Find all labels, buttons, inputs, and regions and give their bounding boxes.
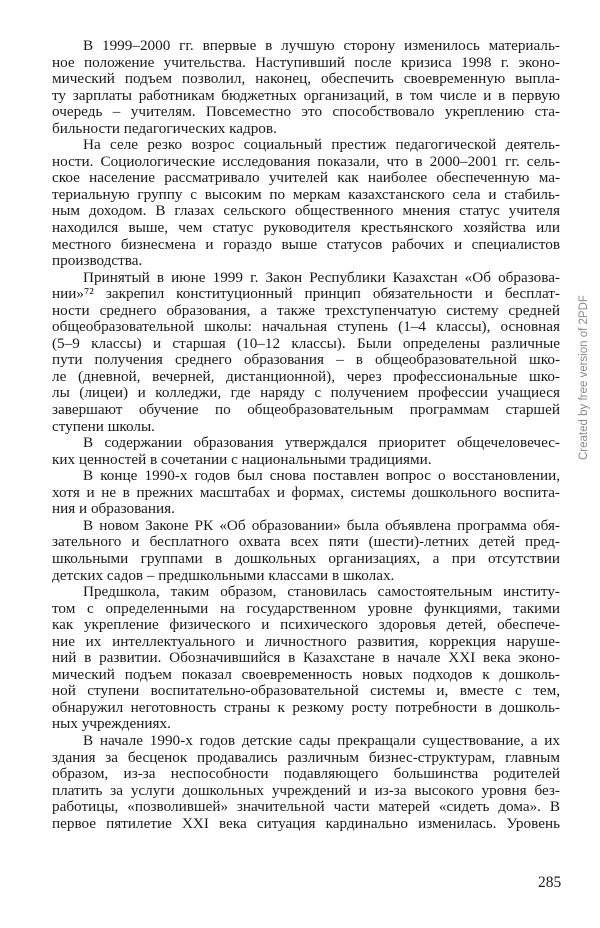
paragraph: [52, 584, 560, 733]
text-line: ных учреждениях.: [52, 715, 171, 733]
text-line: ности. Социологические исследования показали, что в 2000–2001 гг. сель-: [52, 152, 560, 170]
page-number: 285: [538, 874, 562, 891]
text-line: В содержании образования утверждался приоритет общечеловечес-: [83, 434, 560, 452]
text-line: лы (лицеи) и колледжи, где наряду с получением профессии учащиеся: [52, 384, 560, 402]
text-line: мический подъем показал своевременность новых подходов к дошколь-: [52, 665, 560, 683]
text-line: общеобразовательной школы: начальная ступень (1–4 классы), основная: [52, 318, 560, 336]
text-line: платить за услуги дошкольных учреждений и из-за высокого уровня без-: [52, 781, 560, 799]
text-line: детских садов – предшкольными классами в школах.: [52, 566, 395, 584]
text-line: ту зарплаты работникам бюджетных организаций, в том числе и в первую: [52, 86, 560, 104]
text-line: ское население рассматривало учителей как наиболее обеспеченную ма-: [52, 169, 560, 187]
text-line: хотя и не в прежних масштабах и формах, системы дошкольного воспита-: [52, 483, 560, 501]
watermark: Created by free version of 2PDF: [578, 295, 590, 460]
text-line: ное положение учительства. Наступивший после кризиса 1998 г. эконо-: [52, 53, 560, 71]
text-line: здания за бесценок продавались различным бизнес-структурам, главным: [52, 748, 560, 766]
text-line: находился выше, чем статус руководителя крестьянского хозяйства или: [52, 219, 560, 237]
text-line: На селе резко возрос социальный престиж педагогической деятель-: [83, 136, 560, 154]
paragraph: [52, 518, 560, 584]
text-line: ний в развитии. Обозначившийся в Казахстане в начале XXI века эконо-: [52, 649, 560, 667]
paragraph: [52, 435, 560, 468]
paragraph: [52, 733, 560, 832]
text-line: ле (дневной, вечерней, дистанционной), через профессиональные шко-: [52, 367, 560, 385]
text-line: ной ступени воспитательно-образовательной системы и, вместе с тем,: [52, 682, 560, 700]
text-line: первое пятилетие XXI века ситуация кардинально изменилась. Уровень: [52, 814, 560, 832]
text-line: образом, из-за неспособности подавляющего большинства родителей: [52, 765, 560, 783]
text-line: ным доходом. В глазах сельского общественного мнения статус учителя: [52, 202, 560, 220]
text-line: обнаружил неготовность страны к резкому росту потребности в дошколь-: [52, 698, 560, 716]
paragraph: [52, 468, 560, 518]
text-line: Предшкола, таким образом, становилась самостоятельным институ-: [83, 583, 560, 601]
text-line: нии»⁷² закрепил конституционный принцип обязательности и бесплат-: [52, 285, 560, 303]
text-line: как укрепление физического и психического здоровья детей, обеспече-: [52, 616, 560, 634]
paragraph: [52, 38, 560, 137]
paragraph: [52, 137, 560, 269]
text-line: зательного и бесплатного охвата всех пяти (шести)-летних детей пред-: [52, 533, 560, 551]
text-line: работицы, «позволившей» значительной части матерей «сидеть дома». В: [52, 798, 560, 816]
text-line: местного бизнесмена и гораздо выше статусов рабочих и специалистов: [52, 235, 560, 253]
text-line: производства.: [52, 252, 143, 270]
text-line: ния и образования.: [52, 500, 175, 518]
text-line: В начале 1990-х годов детские сады прекращали существование, а их: [83, 731, 560, 749]
text-line: териальную группу с высоким по меркам казахстанского села и стабиль-: [52, 185, 560, 203]
text-line: бильности педагогических кадров.: [52, 119, 277, 137]
text-line: ние их интеллектуального и личностного развития, коррекция наруше-: [52, 632, 560, 650]
text-line: очередь – учителям. Повсеместно это способствовало укреплению ста-: [52, 103, 560, 121]
text-line: ности среднего образования, а также трехступенчатую систему средней: [52, 301, 560, 319]
text-line: мический подъем позволил, наконец, обеспечить своевременную выпла-: [52, 70, 560, 88]
text-line: ступени школы.: [52, 417, 155, 435]
text-line: (5–9 классы) и старшая (10–12 классы). Были определены различные: [52, 334, 560, 352]
text-line: Принятый в июне 1999 г. Закон Республики Казахстан «Об образова-: [83, 268, 560, 286]
text-line: В 1999–2000 гг. впервые в лучшую сторону изменилось материаль-: [83, 37, 560, 54]
text-line: В конце 1990-х годов был снова поставлен вопрос о восстановлении,: [83, 467, 560, 485]
body-text: [52, 38, 560, 832]
text-line: ких ценностей в сочетании с национальными традициями.: [52, 450, 432, 468]
paragraph: [52, 270, 560, 435]
text-line: завершают обучение по общеобразовательным программам старшей: [52, 401, 560, 419]
text-line: В новом Законе РК «Об образовании» была объявлена программа обя-: [83, 516, 560, 534]
text-line: школьными группами в дошкольных организациях, а при отсутствии: [52, 549, 560, 567]
text-line: том с определенными на государственном уровне функциями, такими: [52, 599, 560, 617]
text-line: пути получения среднего образования – в общеобразовательной шко-: [52, 351, 560, 369]
